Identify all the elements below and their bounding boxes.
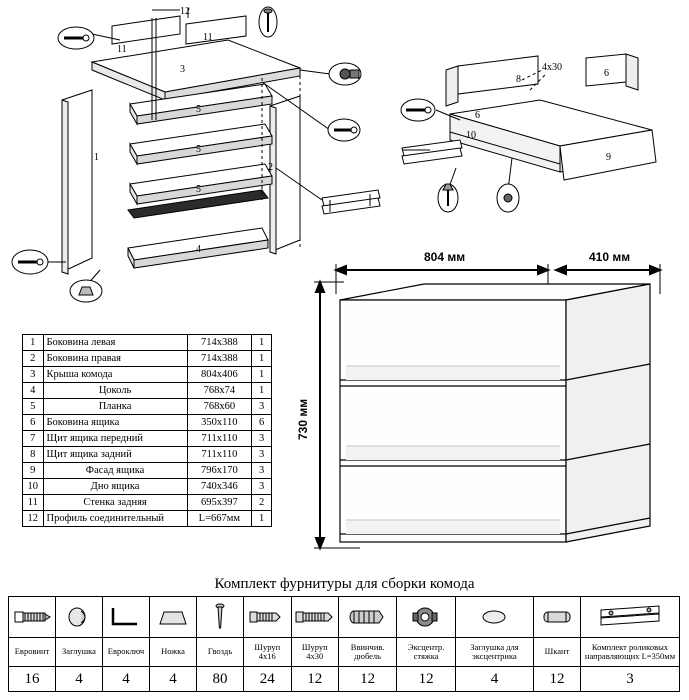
dimension-height: 730 мм: [296, 398, 310, 440]
part-dimensions: 796х170: [187, 463, 252, 479]
eccentric-cap-icon: [455, 597, 533, 638]
part-dimensions: 714х388: [187, 335, 252, 351]
hardware-kit-table: [8, 596, 680, 692]
part-dimensions: 711х110: [187, 431, 252, 447]
callout-5a: 5: [196, 104, 201, 115]
part-dimensions: 714х388: [187, 351, 252, 367]
cabinet-exploded-diagram: [0, 0, 340, 320]
drawer-callout-9: 9: [606, 152, 611, 163]
part-name: Стенка задняя: [43, 495, 187, 511]
part-number: 7: [23, 431, 44, 447]
eccentric-tie-icon: [397, 597, 456, 638]
kit-item-label: Гвоздь: [197, 638, 244, 667]
part-quantity: 3: [252, 431, 272, 447]
callout-5c: 5: [196, 184, 201, 195]
kit-item-label: Заглушка для эксцентрика: [455, 638, 533, 667]
drawer-callout-8: 8: [516, 74, 521, 85]
part-number: 8: [23, 447, 44, 463]
nail-icon: [197, 597, 244, 638]
drawer-callout-10: 10: [466, 130, 476, 141]
table-row: [23, 511, 272, 527]
table-row: [23, 463, 272, 479]
part-quantity: 3: [252, 447, 272, 463]
table-row: [23, 367, 272, 383]
callout-3: 3: [180, 64, 185, 75]
part-name: Крыша комода: [43, 367, 187, 383]
part-name: Профиль соединительный: [43, 511, 187, 527]
table-row: [23, 383, 272, 399]
kit-item-label: Заглушка: [56, 638, 103, 667]
part-number: 6: [23, 415, 44, 431]
table-row: [23, 415, 272, 431]
kit-item-label: Ввинчив. дюбель: [339, 638, 397, 667]
part-name: Боковина правая: [43, 351, 187, 367]
kit-item-count: 4: [56, 667, 103, 692]
part-number: 2: [23, 351, 44, 367]
screw-4x30-icon: [291, 597, 339, 638]
parts-table: [22, 334, 272, 527]
part-quantity: 1: [252, 335, 272, 351]
part-quantity: 1: [252, 351, 272, 367]
part-dimensions: 740х346: [187, 479, 252, 495]
kit-item-label: Комплект роликовых направляющих L=350мм: [581, 638, 680, 667]
euro-key-icon: [103, 597, 150, 638]
callout-11b: 11: [203, 32, 213, 43]
drawer-callout-4x30: 4х30: [542, 62, 562, 73]
dowel-icon: [533, 597, 580, 638]
callout-1: 1: [94, 152, 99, 163]
callout-5b: 5: [196, 144, 201, 155]
finished-chest-drawing: [300, 238, 689, 568]
dimension-width: 804 мм: [424, 250, 466, 264]
part-number: 9: [23, 463, 44, 479]
drawer-callout-6a: 6: [475, 110, 480, 121]
part-name: Щит ящика задний: [43, 447, 187, 463]
part-number: 3: [23, 367, 44, 383]
part-quantity: 3: [252, 479, 272, 495]
kit-item-label: Евроключ: [103, 638, 150, 667]
table-row: [23, 351, 272, 367]
part-dimensions: 350х110: [187, 415, 252, 431]
kit-item-count: 24: [244, 667, 292, 692]
callout-4: 4: [196, 244, 201, 255]
dimension-depth: 410 мм: [589, 250, 631, 264]
kit-item-count: 4: [150, 667, 197, 692]
kit-item-label: Шуруп 4х30: [291, 638, 339, 667]
part-name: Цоколь: [43, 383, 187, 399]
screw-4x16-icon: [244, 597, 292, 638]
kit-item-label: Евровинт: [9, 638, 56, 667]
part-name: Боковина левая: [43, 335, 187, 351]
part-dimensions: 695х397: [187, 495, 252, 511]
roller-guides-icon: [581, 597, 680, 638]
kit-item-label: Шкант: [533, 638, 580, 667]
part-dimensions: L=667мм: [187, 511, 252, 527]
part-number: 10: [23, 479, 44, 495]
part-number: 4: [23, 383, 44, 399]
kit-item-count: 16: [9, 667, 56, 692]
part-quantity: 1: [252, 511, 272, 527]
kit-item-label: Эксцентр. стяжка: [397, 638, 456, 667]
kit-item-count: 12: [291, 667, 339, 692]
part-number: 5: [23, 399, 44, 415]
callout-11a: 11: [117, 44, 127, 55]
part-number: 11: [23, 495, 44, 511]
kit-item-count: 12: [397, 667, 456, 692]
kit-title: Комплект фурнитуры для сборки комода: [214, 576, 475, 592]
table-row: [23, 399, 272, 415]
kit-item-count: 80: [197, 667, 244, 692]
table-row: [23, 495, 272, 511]
part-name: Планка: [43, 399, 187, 415]
euro-screw-icon: [9, 597, 56, 638]
kit-item-count: 4: [455, 667, 533, 692]
part-name: Фасад ящика: [43, 463, 187, 479]
part-dimensions: 768х60: [187, 399, 252, 415]
cap-icon: [56, 597, 103, 638]
part-name: Дно ящика: [43, 479, 187, 495]
drawer-exploded-diagram: [390, 40, 680, 220]
part-quantity: 3: [252, 399, 272, 415]
kit-item-label: Ножка: [150, 638, 197, 667]
part-dimensions: 804х406: [187, 367, 252, 383]
foot-icon: [150, 597, 197, 638]
kit-item-count: 12: [533, 667, 580, 692]
callout-12: 12: [180, 6, 190, 17]
part-name: Щит ящика передний: [43, 431, 187, 447]
kit-item-count: 12: [339, 667, 397, 692]
part-quantity: 6: [252, 415, 272, 431]
table-row: [23, 479, 272, 495]
part-number: 1: [23, 335, 44, 351]
kit-item-label: Шуруп 4х16: [244, 638, 292, 667]
drawer-callout-6b: 6: [604, 68, 609, 79]
kit-item-count: 4: [103, 667, 150, 692]
part-quantity: 1: [252, 383, 272, 399]
table-row: [23, 447, 272, 463]
part-name: Боковина ящика: [43, 415, 187, 431]
kit-item-count: 3: [581, 667, 680, 692]
part-quantity: 3: [252, 463, 272, 479]
part-dimensions: 768х74: [187, 383, 252, 399]
part-dimensions: 711х110: [187, 447, 252, 463]
part-quantity: 1: [252, 367, 272, 383]
part-number: 12: [23, 511, 44, 527]
table-row: [23, 431, 272, 447]
table-row: [23, 335, 272, 351]
screw-in-dowel-icon: [339, 597, 397, 638]
part-quantity: 2: [252, 495, 272, 511]
callout-2: 2: [268, 162, 273, 173]
